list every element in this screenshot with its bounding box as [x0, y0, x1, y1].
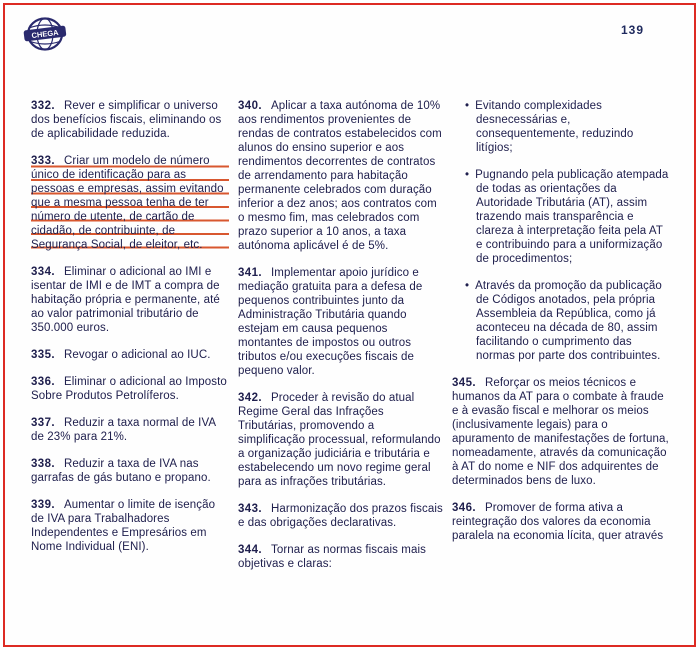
sub-bullet-2 [465, 168, 670, 266]
provision-number: 341. [238, 267, 262, 279]
provision-number: 344. [238, 544, 262, 556]
provision-text: Reduzir a taxa normal de IVA de 23% para 21%. [31, 417, 216, 443]
column-2 [238, 99, 443, 584]
logo-text: CHEGA [31, 27, 59, 41]
column-1 [31, 99, 229, 584]
provision-number: 342. [238, 392, 262, 404]
provision-text: Criar um modelo de número único de identificação para as pessoas e empresas, assim evitando que a mesma pessoa tenha de ter número de utente, de cartão de cidadão, de contribuinte, de Segurança Social, de eleitor, etc. [31, 155, 224, 251]
provision-333-underlined [31, 154, 229, 252]
provision-334 [31, 265, 229, 335]
provision-text: Proceder à revisão do atual Regime Geral das Infrações Tributárias, promovendo a simplificação processual, reformulando a organização judiciária e tributária e estabelecendo um novo regime geral para as infrações tributárias. [238, 392, 441, 488]
provision-344 [238, 543, 443, 571]
page-number: 139 [620, 23, 644, 37]
provision-number: 332. [31, 100, 55, 112]
provision-text: Eliminar o adicional ao Imposto Sobre Produtos Petrolíferos. [31, 376, 227, 402]
chega-logo [19, 12, 71, 56]
provision-text: Promover de forma ativa a reintegração dos valores da economia paralela na economia lícita, quer através [452, 502, 664, 542]
provision-number: 337. [31, 417, 55, 429]
provision-number: 346. [452, 502, 476, 514]
provision-number: 333. [31, 155, 55, 167]
bullet-text: Evitando complexidades desnecessárias e, consequentemente, reduzindo litígios; [475, 100, 634, 154]
provision-text: Tornar as normas fiscais mais objetivas e claras: [238, 544, 426, 570]
provision-337 [31, 416, 229, 444]
chega-emblem-icon [19, 12, 71, 56]
provision-number: 334. [31, 266, 55, 278]
provision-text: Revogar o adicional ao IUC. [63, 349, 211, 361]
provision-number: 345. [452, 377, 476, 389]
provision-number: 338. [31, 458, 55, 470]
content-columns [5, 99, 694, 584]
provision-339 [31, 498, 229, 554]
provision-number: 340. [238, 100, 262, 112]
column-3 [452, 99, 670, 584]
bullet-icon: • [465, 100, 470, 112]
provision-text: Reforçar os meios técnicos e humanos da AT para o combate à fraude e à evasão fiscal e melhorar os meios (inclusivamente legais) para o apuramento de manifestações de fortuna, nomeadamente, através da comunicação à AT do nome e NIF dos adquirentes de determinados bens de luxo. [452, 377, 669, 487]
provision-number: 343. [238, 503, 262, 515]
sub-bullet-1 [465, 99, 670, 155]
provision-343 [238, 502, 443, 530]
provision-number: 335. [31, 349, 55, 361]
provision-text: Reduzir a taxa de IVA nas garrafas de gás butano e propano. [31, 458, 211, 484]
provision-346 [452, 501, 670, 543]
provision-text: Implementar apoio jurídico e mediação gratuita para a defesa de pequenos contribuintes junto da Administração Tributária quando estejam em causa pequenos montantes de impostos ou outros tributos e/ou execuções fiscais de pequeno valor. [238, 267, 423, 377]
document-page [3, 3, 696, 647]
bullet-icon: • [465, 169, 470, 181]
provision-336 [31, 375, 229, 403]
provision-text: Harmonização dos prazos fiscais e das obrigações declarativas. [238, 503, 443, 529]
provision-342 [238, 391, 443, 489]
sub-bullet-3 [465, 279, 670, 363]
provision-text: Aplicar a taxa autónoma de 10% aos rendimentos provenientes de rendas de contratos estabelecidos com alunos do ensino superior e aos rendimentos decorrentes de contratos de arrendamento para habitação permanente celebrados com duração inferior a dez anos; aos contratos com o mesmo fim, mas celebrados com prazo superior a 10 anos, a taxa autónoma aplicável é de 5%. [238, 100, 442, 252]
provision-338 [31, 457, 229, 485]
page-header [5, 5, 694, 99]
provision-text: Eliminar o adicional ao IMI e isentar de IMI e de IMT a compra de habitação própria e permanente, até ao valor patrimonial tributário de 350.000 euros. [31, 266, 220, 334]
provision-text: Rever e simplificar o universo dos benefícios fiscais, eliminando os de aplicabilidade reduzida. [31, 100, 222, 140]
provision-number: 339. [31, 499, 55, 511]
provision-text: Aumentar o limite de isenção de IVA para Trabalhadores Independentes e Empresários em Nome Individual (ENI). [31, 499, 216, 553]
provision-345 [452, 376, 670, 488]
provision-number: 336. [31, 376, 55, 388]
provision-335 [31, 348, 229, 362]
provision-341 [238, 266, 443, 378]
bullet-text: Através da promoção da publicação de Códigos anotados, pela própria Assembleia da República, como já aconteceu na década de 80, assim facilitando o cumprimento das normas por parte dos contribuintes. [475, 280, 662, 362]
provision-340 [238, 99, 443, 253]
bullet-text: Pugnando pela publicação atempada de todas as orientações da Autoridade Tributária (AT), assim trazendo mais transparência e clareza à interpretação feita pela AT e contribuindo para a uniformização de procedimentos; [475, 169, 669, 265]
bullet-icon: • [465, 280, 470, 292]
provision-332 [31, 99, 229, 141]
